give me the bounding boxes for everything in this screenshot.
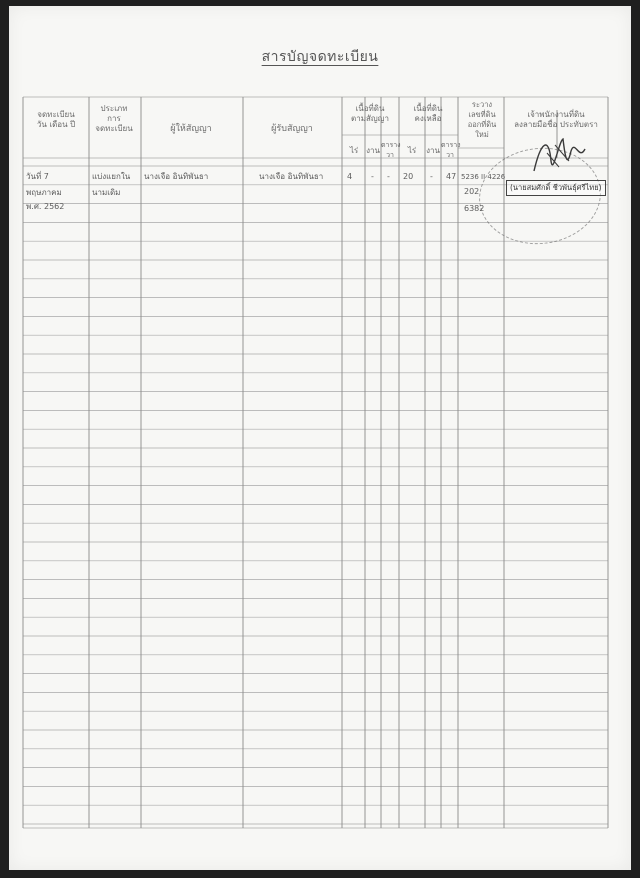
officer-name-stamp: (นายสมศักดิ์ ชีวพันธุ์ศรีไทย) bbox=[506, 180, 606, 196]
entry-contract-wa: - bbox=[387, 172, 390, 181]
header-type: ประเภท การ จดทะเบียน bbox=[95, 104, 133, 133]
register-page bbox=[9, 6, 631, 870]
unit-rai-1: ไร่ bbox=[349, 146, 359, 155]
header-date: จดทะเบียน วัน เดือน ปี bbox=[36, 110, 76, 129]
entry-date-line3: พ.ศ. 2562 bbox=[26, 202, 65, 211]
entry-contract-rai: 4 bbox=[347, 172, 353, 181]
entry-date-line2: พฤษภาคม bbox=[26, 188, 62, 197]
unit-ngan-1: งาน bbox=[366, 146, 380, 155]
entry-plot-line3: 6382 bbox=[464, 204, 485, 213]
entry-type-line2: นามเดิม bbox=[92, 188, 121, 197]
entry-grantee: นางเจือ อินทิพันธา bbox=[259, 172, 324, 181]
header-area-contract: เนื้อที่ดิน ตามสัญญา bbox=[351, 104, 389, 123]
entry-plot-line1: 5236 II 4226 bbox=[461, 173, 506, 181]
entry-plot-line2: 202 bbox=[464, 187, 480, 196]
unit-ngan-2: งาน bbox=[426, 146, 440, 155]
unit-wa-1: ตาราง วา bbox=[381, 141, 401, 159]
page-title: สารบัญจดทะเบียน bbox=[261, 49, 379, 65]
entry-contract-ngan: - bbox=[371, 172, 374, 181]
entry-type-line1: แบ่งแยกใน bbox=[92, 172, 131, 181]
entry-date-line1: วันที่ 7 bbox=[26, 172, 49, 181]
header-area-remaining: เนื้อที่ดิน คงเหลือ bbox=[413, 104, 443, 123]
entry-remain-wa: 47 bbox=[446, 172, 457, 181]
entry-remain-rai: 20 bbox=[403, 172, 414, 181]
officer-signature bbox=[529, 131, 589, 181]
unit-wa-2: ตาราง วา bbox=[441, 141, 461, 159]
header-plot-no: ระวาง เลขที่ดิน ออกที่ดิน ใหม่ bbox=[467, 100, 497, 139]
header-grantor: ผู้ให้สัญญา bbox=[170, 124, 212, 134]
entry-grantor: นางเจือ อินทิพันธา bbox=[144, 172, 209, 181]
entry-remain-ngan: - bbox=[430, 172, 433, 181]
unit-rai-2: ไร่ bbox=[407, 146, 417, 155]
header-officer: เจ้าพนักงานที่ดิน ลงลายมือชื่อ ประทับตรา bbox=[514, 110, 598, 129]
header-grantee: ผู้รับสัญญา bbox=[271, 124, 313, 134]
